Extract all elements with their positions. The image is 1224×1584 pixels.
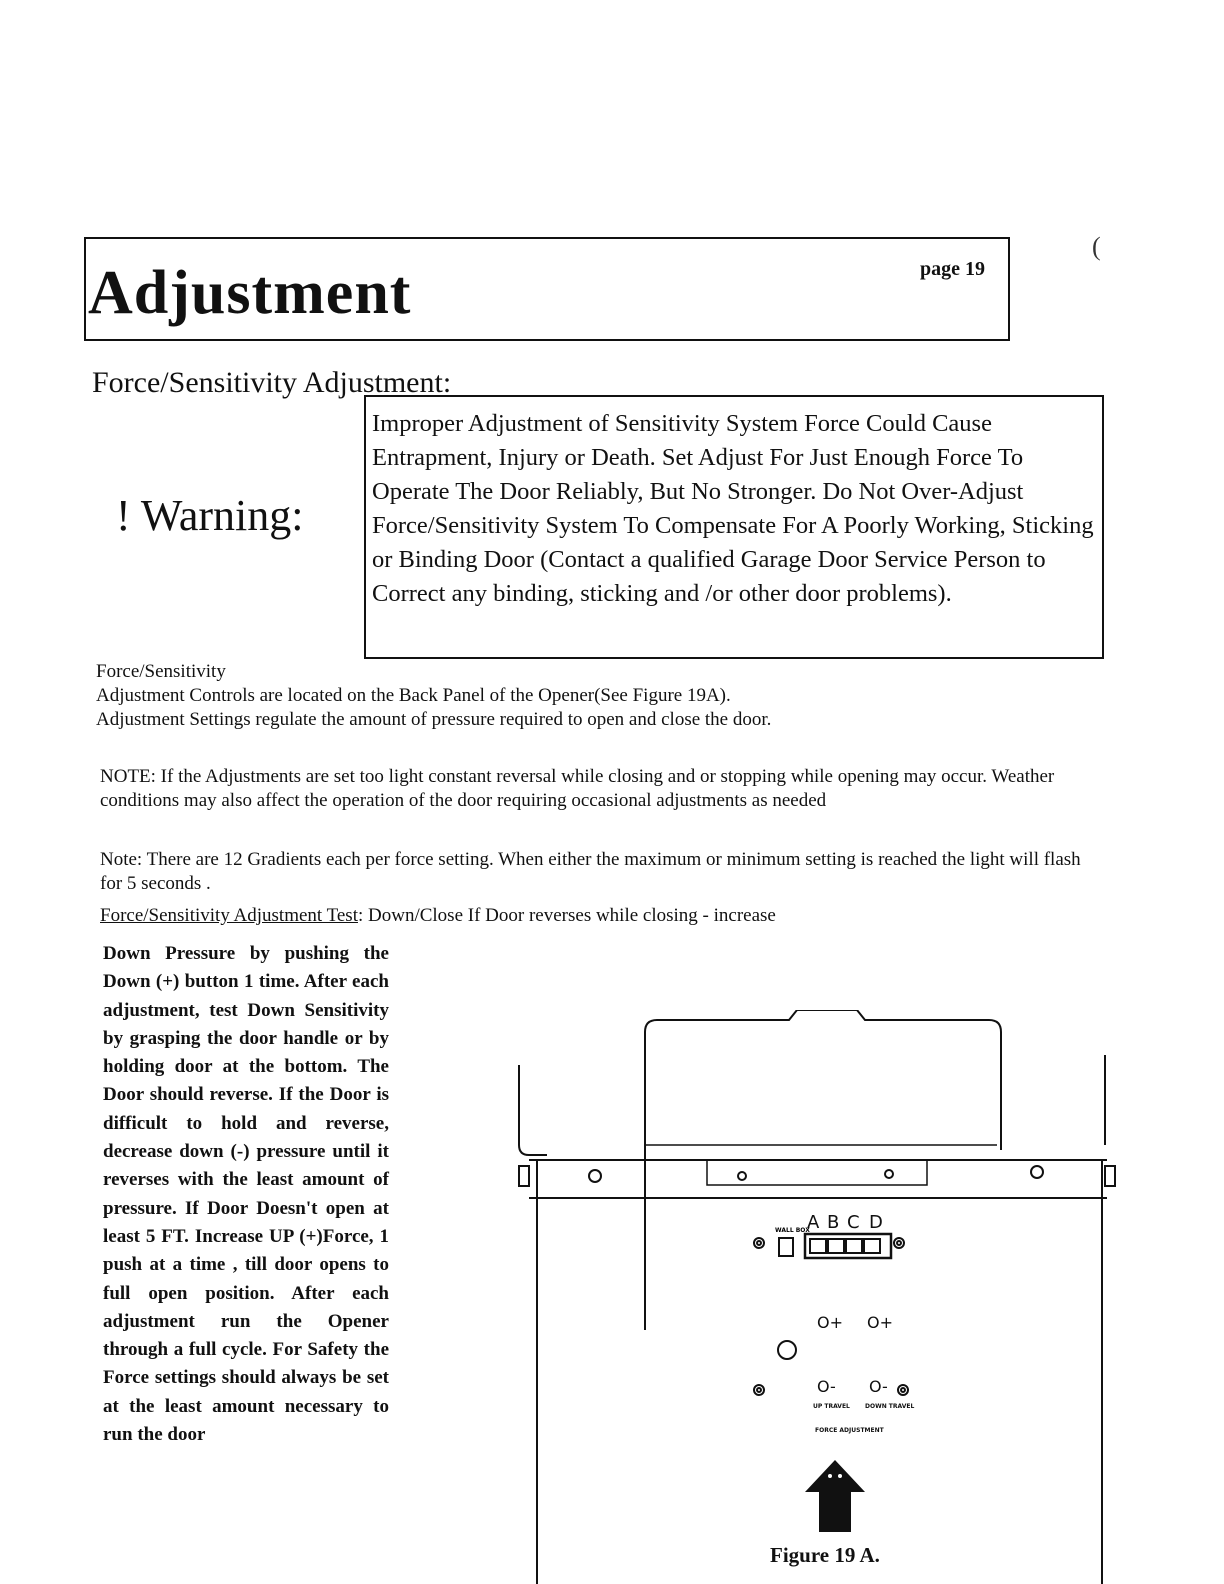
down-plus-label: O+: [867, 1313, 893, 1332]
controls-line-1: Force/Sensitivity: [96, 661, 226, 682]
terminal-letter-c: C: [847, 1212, 860, 1233]
terminal-letters: [807, 1212, 883, 1233]
force-adjustment-label: FORCE ADJUSTMENT: [815, 1427, 884, 1434]
warning-box: [364, 395, 1104, 659]
down-minus-label: O-: [869, 1377, 888, 1396]
opener-back-panel-figure: [517, 1010, 1117, 1584]
page-title: Adjustment: [88, 259, 412, 327]
section-heading: Force/Sensitivity Adjustment:: [92, 366, 452, 399]
cover-outline: [645, 1010, 1001, 1330]
test-instructions-column: Down Pressure by pushing the Down (+) button 1 time. After each adjustment, test Down Sensitivity by grasping the door handle or by holding door at the bottom. The Door should reverse. If the Door is difficult to hold and reverse, decrease down (-) pressure until it reverses with the least amount of pressure. If Door Doesn't open at least 5 FT. Increase UP (+)Force, 1 push at a time , till door opens to full open position. After each adjustment run the Opener through a full cycle. For Safety the Force settings should always be set at the least amount necessary to run the door: [103, 943, 389, 1446]
test-heading: Force/Sensitivity Adjustment Test: [100, 905, 358, 926]
terminal-letter-a: A: [807, 1212, 820, 1233]
note-paragraph-1: NOTE: If the Adjustments are set too light constant reversal while closing and or stopping while opening may occur. Weather conditions may also affect the operation of the door requiring occasional adjustments as needed: [100, 766, 1055, 811]
terminal-letter-b: B: [827, 1212, 840, 1233]
note-paragraph-2: Note: There are 12 Gradients each per force setting. When either the maximum or minimum setting is reached the light will flash for 5 seconds .: [100, 849, 1081, 894]
margin-mark: (: [1092, 232, 1101, 261]
wall-box-label: WALL BOX: [775, 1227, 810, 1234]
up-plus-label: O+: [817, 1313, 843, 1332]
controls-line-2: Adjustment Controls are located on the Back Panel of the Opener(See Figure 19A).: [96, 685, 731, 706]
down-travel-label: DOWN TRAVEL: [865, 1403, 915, 1410]
up-arrow-icon: [805, 1460, 865, 1532]
up-minus-label: O-: [817, 1377, 836, 1396]
terminal-letter-d: D: [869, 1212, 883, 1233]
test-line-rest: : Down/Close If Door reverses while closing - increase: [357, 905, 776, 926]
page-number: page 19: [920, 258, 985, 280]
left-rail: [519, 1065, 547, 1155]
controls-line-3: Adjustment Settings regulate the amount of pressure required to open and close the door.: [96, 709, 772, 730]
warning-text: Improper Adjustment of Sensitivity System Force Could Cause Entrapment, Injury or Death. Set Adjust For Just Enough Force To Operate The Door Reliably, But No Stronger. Do Not Over-Adjust Force/Sensitivity System To Compensate For A Poorly Working, Sticking or Binding Door (Contact a qualified Garage Door Service Person to Correct any binding, sticking and /or other door problems).: [372, 410, 1094, 607]
controls-paragraph: [96, 660, 1076, 732]
test-line: [100, 904, 1140, 928]
light-lens: [778, 1341, 796, 1359]
figure-caption: Figure 19 A.: [770, 1543, 880, 1567]
up-travel-label: UP TRAVEL: [813, 1403, 850, 1410]
warning-label: ! Warning:: [116, 491, 304, 540]
